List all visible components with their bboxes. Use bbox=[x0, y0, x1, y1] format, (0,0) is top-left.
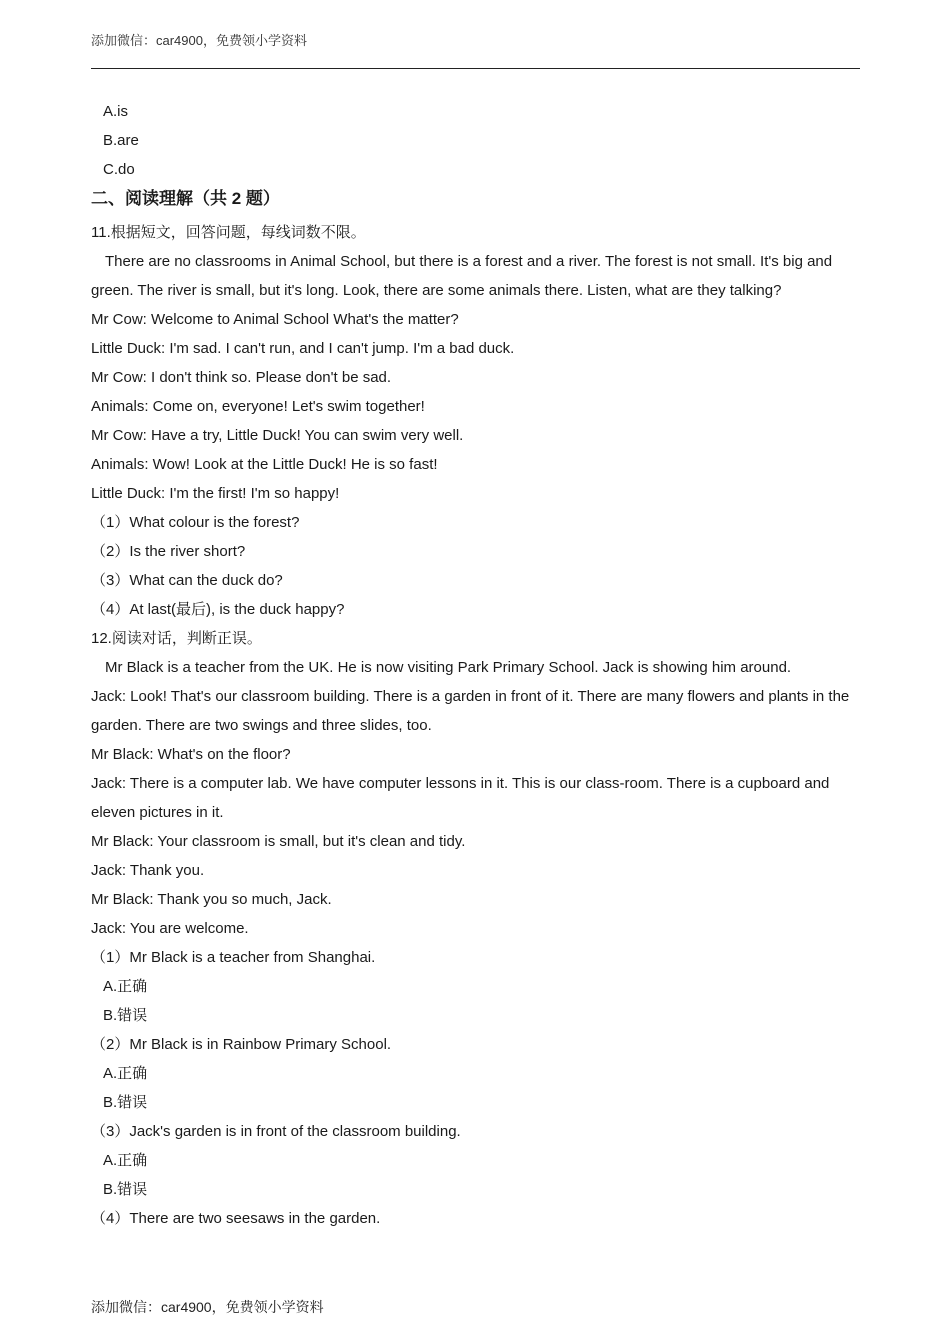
option-a: A.is bbox=[103, 103, 129, 120]
dialogue-line: Jack: There is a computer lab. We have computer lessons in it. This is our class-room. There is a cupboard and eleven pictures in it. bbox=[91, 775, 830, 821]
section-title: 二、阅读理解（共 2 题） bbox=[91, 189, 280, 208]
dialogue-line: Jack: You are welcome. bbox=[91, 920, 249, 937]
question-11-prompt: 11.根据短文，回答问题，每线词数不限。 bbox=[91, 224, 366, 241]
option-true: A.正确 bbox=[103, 1152, 148, 1169]
dialogue-line: Little Duck: I'm the first! I'm so happy! bbox=[91, 485, 340, 502]
dialogue-line: Little Duck: I'm sad. I can't run, and I can't jump. I'm a bad duck. bbox=[91, 340, 515, 357]
page-header: 添加微信：car4900，免费领小学资料 bbox=[91, 33, 307, 48]
option-false: B.错误 bbox=[103, 1007, 148, 1024]
dialogue-line: Mr Cow: Have a try, Little Duck! You can swim very well. bbox=[91, 427, 464, 444]
document-body bbox=[91, 97, 860, 1233]
sub-question: （1）What colour is the forest? bbox=[91, 514, 300, 531]
option-true: A.正确 bbox=[103, 1065, 148, 1082]
question-11-passage: There are no classrooms in Animal School, but there is a forest and a river. The forest is not small. It's big and green. The river is small, but it's long. Look, there are some animals there. Listen, what are they talking? bbox=[91, 253, 833, 299]
judgement-statement: （1）Mr Black is a teacher from Shanghai. bbox=[91, 949, 376, 966]
dialogue-line: Mr Black: Thank you so much, Jack. bbox=[91, 891, 332, 908]
sub-question: （2）Is the river short? bbox=[91, 543, 246, 560]
page-footer: 添加微信：car4900，免费领小学资料 bbox=[91, 1299, 324, 1315]
dialogue-line: Mr Cow: I don't think so. Please don't be sad. bbox=[91, 369, 392, 386]
dialogue-line: Mr Cow: Welcome to Animal School What's the matter? bbox=[91, 311, 459, 328]
header-divider bbox=[91, 68, 860, 69]
judgement-statement: （3）Jack's garden is in front of the classroom building. bbox=[91, 1123, 461, 1140]
sub-question: （3）What can the duck do? bbox=[91, 572, 283, 589]
dialogue-line: Mr Black: Your classroom is small, but it's clean and tidy. bbox=[91, 833, 466, 850]
question-12-prompt: 12.阅读对话，判断正误。 bbox=[91, 630, 262, 647]
sub-question: （4）At last(最后), is the duck happy? bbox=[91, 601, 345, 618]
question-12-passage: Mr Black is a teacher from the UK. He is now visiting Park Primary School. Jack is showing him around. bbox=[105, 659, 792, 676]
dialogue-line: Animals: Come on, everyone! Let's swim together! bbox=[91, 398, 425, 415]
option-false: B.错误 bbox=[103, 1181, 148, 1198]
judgement-statement: （4）There are two seesaws in the garden. bbox=[91, 1210, 381, 1227]
dialogue-line: Animals: Wow! Look at the Little Duck! He is so fast! bbox=[91, 456, 438, 473]
judgement-statement: （2）Mr Black is in Rainbow Primary School. bbox=[91, 1036, 392, 1053]
option-b: B.are bbox=[103, 132, 139, 149]
dialogue-line: Jack: Look! That's our classroom building. There is a garden in front of it. There are many flowers and plants in the garden. There are two swings and three slides, too. bbox=[91, 688, 850, 734]
option-c: C.do bbox=[103, 161, 135, 178]
option-true: A.正确 bbox=[103, 978, 148, 995]
dialogue-line: Jack: Thank you. bbox=[91, 862, 205, 879]
dialogue-line: Mr Black: What's on the floor? bbox=[91, 746, 291, 763]
option-false: B.错误 bbox=[103, 1094, 148, 1111]
